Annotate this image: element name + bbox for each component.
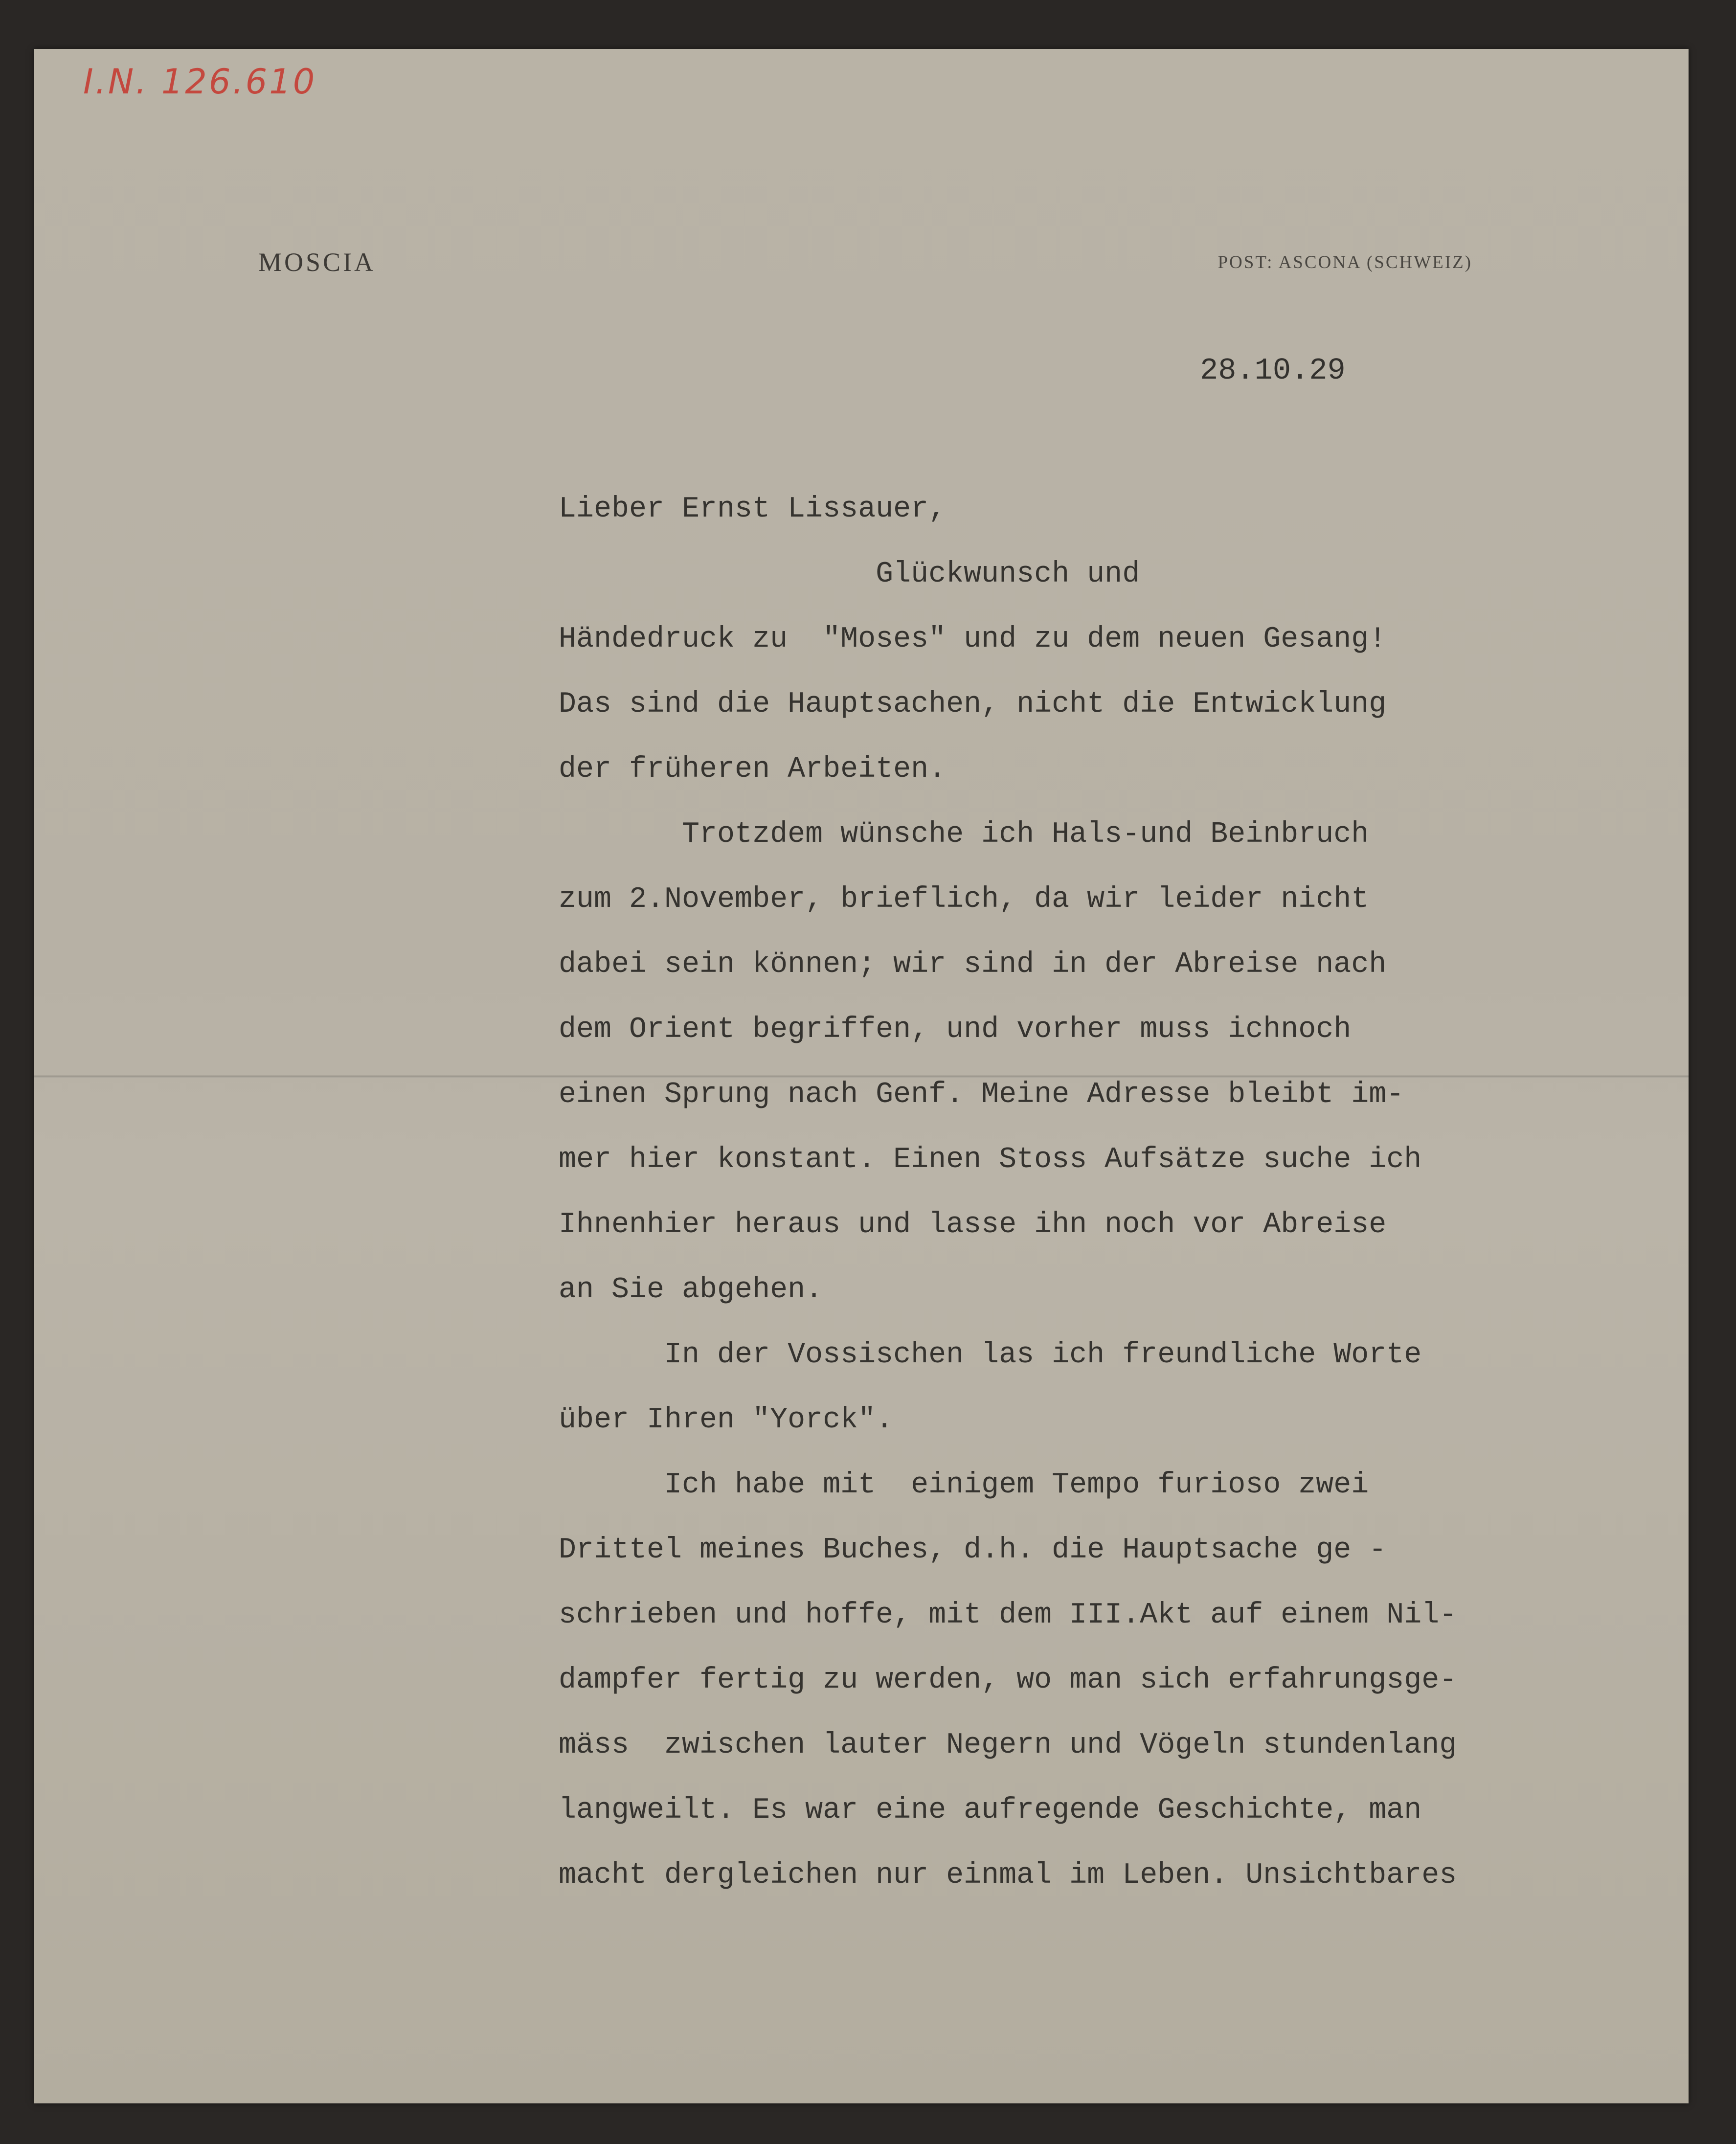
letter-page [34,49,1689,2103]
letter-line: macht dergleichen nur einmal im Leben. Unsichtbares [559,1859,1457,1892]
letter-line: dem Orient begriffen, und vorher muss ichnoch [559,1013,1352,1046]
letter-line: In der Vossischen las ich freundliche Worte [559,1338,1422,1372]
letter-line: mer hier konstant. Einen Stoss Aufsätze suche ich [559,1143,1422,1176]
letter-line: Glückwunsch und [559,558,1140,591]
letter-line: der früheren Arbeiten. [559,753,947,786]
letter-line: an Sie abgehen. [559,1273,823,1307]
letter-line: Ich habe mit einigem Tempo furioso zwei [559,1468,1369,1502]
letterhead-place: MOSCIA [258,248,376,277]
letter-line: Trotzdem wünsche ich Hals-und Beinbruch [559,818,1369,851]
letter-line: einen Sprung nach Genf. Meine Adresse bleibt im- [559,1078,1404,1111]
letter-date: 28.10.29 [1200,353,1346,388]
letter-body [559,477,1457,1908]
letter-line: schrieben und hoffe, mit dem III.Akt auf einem Nil- [559,1599,1457,1632]
letter-line: Das sind die Hauptsachen, nicht die Entwicklung [559,688,1387,721]
letterhead-address: POST: ASCONA (SCHWEIZ) [1217,252,1472,272]
letter-line: dabei sein können; wir sind in der Abreise nach [559,948,1387,981]
letter-line: Ihnenhier heraus und lasse ihn noch vor Abreise [559,1208,1387,1241]
letter-line: langweilt. Es war eine aufregende Geschichte, man [559,1794,1422,1827]
letter-line: zum 2.November, brieflich, da wir leider nicht [559,883,1369,916]
inventory-number: I.N. 126.610 [83,62,317,102]
letter-line: Lieber Ernst Lissauer, [559,493,947,526]
letter-line: Händedruck zu "Moses" und zu dem neuen Gesang! [559,623,1387,656]
letter-line: Drittel meines Buches, d.h. die Hauptsache ge - [559,1534,1387,1567]
letter-line: mäss zwischen lauter Negern und Vögeln stundenlang [559,1729,1457,1762]
letter-line: dampfer fertig zu werden, wo man sich erfahrungsge- [559,1664,1457,1697]
letter-line: über Ihren "Yorck". [559,1403,894,1437]
